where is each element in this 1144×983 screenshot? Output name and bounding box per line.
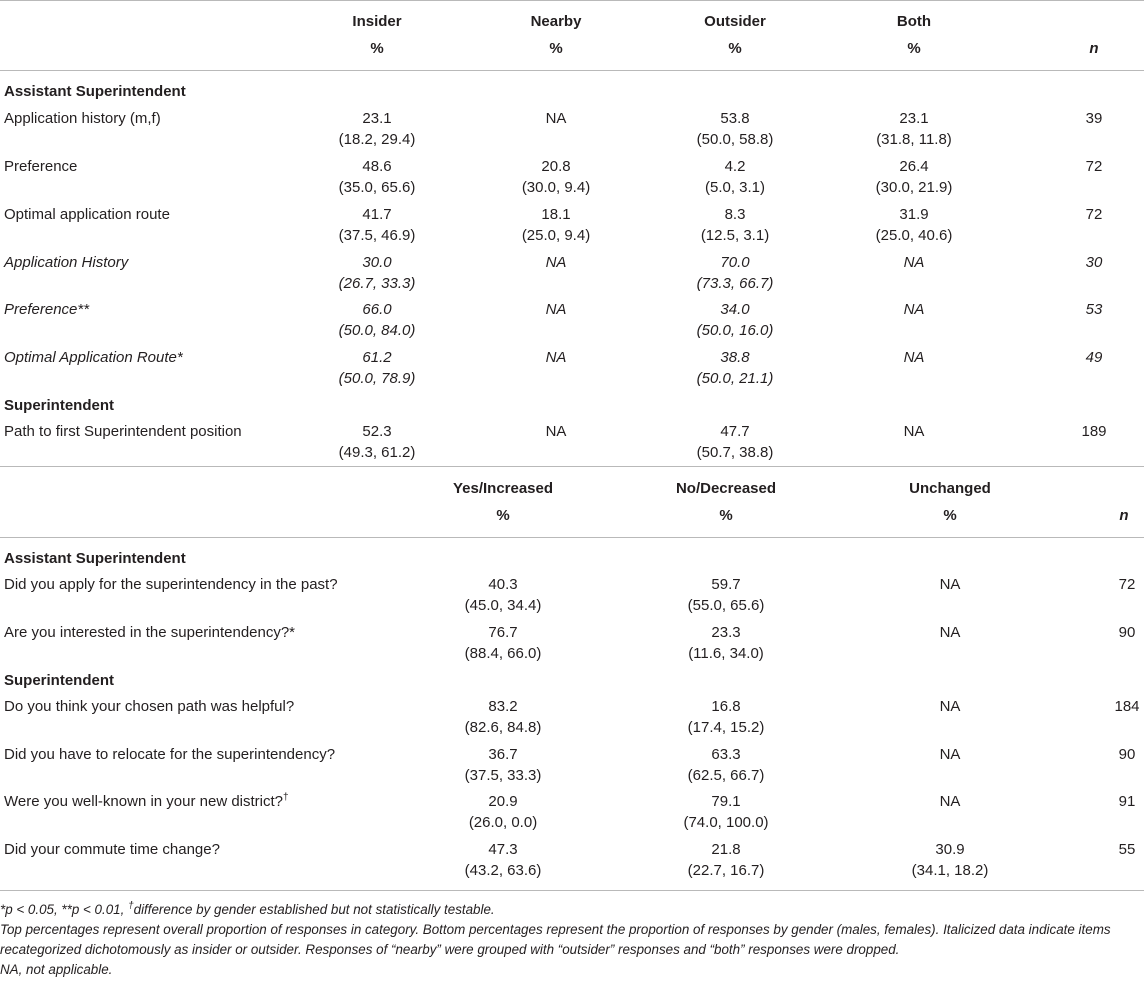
table1-cell-top: 20.8 [541,158,571,175]
table2-cell-n: 91 [1118,793,1136,810]
table2-header-yes-increased: Yes/Increased [452,480,554,497]
table2-cell-bottom: (55.0, 65.6) [687,597,765,614]
table1-cell-top: 48.6 [362,158,392,175]
table1-cell-bottom: (37.5, 46.9) [338,227,416,244]
table1-row-label: Preference [4,158,78,175]
table1-cell-bottom: (50.0, 78.9) [338,370,416,387]
table1-cell-n: 53 [1085,301,1103,318]
table2-cell-bottom: (88.4, 66.0) [464,645,542,662]
table2-cell-n: 90 [1118,746,1136,763]
table1-cell-n: 189 [1081,423,1107,440]
table2-header-yes-increased-unit: % [496,507,510,524]
table1-cell-top: NA [903,349,925,366]
table1-cell-top: NA [545,254,567,271]
table2-cell-top: NA [939,793,961,810]
table1-cell-top: 52.3 [362,423,392,440]
table2-cell-bottom: (17.4, 15.2) [687,719,765,736]
table1-cell-top: NA [545,301,567,318]
table2-cell-n: 72 [1118,576,1136,593]
table2-cell-bottom: (26.0, 0.0) [468,814,538,831]
table1-cell-top: NA [903,301,925,318]
table2-cell-top: 79.1 [711,793,741,810]
table1-cell-bottom: (50.0, 16.0) [696,322,774,339]
table2-header-no-decreased-unit: % [719,507,733,524]
table1-cell-bottom: (18.2, 29.4) [338,131,416,148]
table2-top-rule [0,466,1144,467]
table2-cell-top: 40.3 [488,576,518,593]
table1-cell-top: 4.2 [724,158,746,175]
table2-cell-n: 55 [1118,841,1136,858]
table2-row-label: Did you apply for the superintendency in the past? [4,576,338,593]
table1-row-label: Path to first Superintendent position [4,423,242,440]
table2-cell-bottom: (37.5, 33.3) [464,767,542,784]
table2-cell-top: 20.9 [488,793,518,810]
table2-header-no-decreased: No/Decreased [675,480,777,497]
table1-cell-bottom: (30.0, 21.9) [875,179,953,196]
table1-cell-bottom: (31.8, 11.8) [876,131,952,148]
table1-cell-bottom: (30.0, 9.4) [521,179,591,196]
table2-section-title: Assistant Superintendent [4,550,186,567]
table2-section-title: Superintendent [4,672,115,689]
table1-cell-bottom: (49.3, 61.2) [338,444,416,461]
table2-cell-top: NA [939,698,961,715]
table2-cell-top: NA [939,576,961,593]
table1-cell-top: 18.1 [541,206,571,223]
table1-cell-n: 72 [1085,158,1103,175]
table2-cell-n: 184 [1114,698,1140,715]
table2-cell-top: NA [939,624,961,641]
table1-cell-n: 39 [1085,110,1103,127]
table2-cell-bottom: (22.7, 16.7) [687,862,765,879]
table1-cell-top: 23.1 [899,110,929,127]
table1-cell-top: NA [903,423,925,440]
table2-cell-top: 16.8 [711,698,741,715]
table1-header-both-unit: % [907,40,921,57]
table2-cell-top: 21.8 [711,841,741,858]
table1-cell-top: 47.7 [720,423,750,440]
table2-bottom-rule [0,890,1144,891]
table1-cell-top: 41.7 [362,206,392,223]
table2-cell-top: 30.9 [935,841,965,858]
table1-cell-top: 38.8 [720,349,750,366]
table2-cell-bottom: (45.0, 34.4) [464,597,542,614]
table1-header-insider-unit: % [370,40,384,57]
table1-cell-bottom: (26.7, 33.3) [338,275,416,292]
table1-cell-bottom: (50.0, 58.8) [696,131,774,148]
footnote-explanation: Top percentages represent overall proportion of responses in category. Bottom percentages represent the proportion of responses by gender (males, females). Italicized data indicate items recategorized dichotomously as insider or outsider. Responses of “nearby” were grouped with “outsider” responses and “both” responses were dropped. [0,922,1111,957]
table1-header-nearby: Nearby [530,13,582,30]
table2-row-label: Are you interested in the superintendency?* [4,624,296,641]
table1-header-nearby-unit: % [549,40,563,57]
table1-row-label: Optimal application route [4,206,170,223]
table1-header-both: Both [896,13,932,30]
table2-cell-bottom: (74.0, 100.0) [683,814,769,831]
table1-row-label: Preference** [4,301,90,318]
table2-cell-bottom: (82.6, 84.8) [464,719,542,736]
table1-header-n: n [1089,40,1099,57]
table2-cell-top: 36.7 [488,746,518,763]
table2-cell-top: 59.7 [711,576,741,593]
table2-row-label: Did your commute time change? [4,841,220,858]
table2-cell-top: 47.3 [488,841,518,858]
table2-cell-bottom: (34.1, 18.2) [911,862,989,879]
table1-cell-top: 34.0 [720,301,750,318]
table1-cell-n: 49 [1085,349,1103,366]
table1-cell-bottom: (12.5, 3.1) [700,227,770,244]
table2-header-unchanged-unit: % [943,507,957,524]
table1-cell-n: 30 [1085,254,1103,271]
footnote-na: NA, not applicable. [0,962,113,977]
table1-cell-bottom: (25.0, 40.6) [875,227,953,244]
table1-header-outsider-unit: % [728,40,742,57]
table1-cell-top: 61.2 [362,349,392,366]
table1-row-label: Application History [4,254,129,271]
table1-row-label: Optimal Application Route* [4,349,183,366]
table1-row-label: Application history (m,f) [4,110,161,127]
table1-cell-bottom: (5.0, 3.1) [704,179,766,196]
table1-cell-bottom: (50.0, 21.1) [696,370,774,387]
table1-cell-bottom: (35.0, 65.6) [338,179,416,196]
table1-header-outsider: Outsider [704,13,766,30]
table1-header-rule [0,70,1144,71]
table1-section-title: Superintendent [4,397,115,414]
table1-header-insider: Insider [352,13,402,30]
table1-top-rule [0,0,1144,1]
table1-cell-top: 8.3 [724,206,746,223]
table2-cell-top: 76.7 [488,624,518,641]
table1-cell-top: 30.0 [362,254,392,271]
table1-cell-top: NA [545,349,567,366]
table2-row-label: Did you have to relocate for the superintendency? [4,746,336,763]
table2-cell-n: 90 [1118,624,1136,641]
table2-header-n: n [1119,507,1129,524]
table2-header-unchanged: Unchanged [909,480,991,497]
table1-cell-top: 26.4 [899,158,929,175]
table1-cell-top: 53.8 [720,110,750,127]
table1-cell-top: 70.0 [720,254,750,271]
table2-cell-top: 23.3 [711,624,741,641]
table1-cell-bottom: (25.0, 9.4) [521,227,591,244]
table2-row-label: Do you think your chosen path was helpful? [4,698,295,715]
table2-row-label: Were you well-known in your new district?† [4,792,289,810]
table2-cell-bottom: (43.2, 63.6) [464,862,542,879]
footnote-significance: *p < 0.05, **p < 0.01, †difference by gender established but not statistically testable. [0,900,495,917]
table1-cell-bottom: (50.0, 84.0) [338,322,416,339]
table2-header-rule [0,537,1144,538]
table1-cell-top: 23.1 [362,110,392,127]
table2-cell-top: NA [939,746,961,763]
table1-cell-n: 72 [1085,206,1103,223]
table2-cell-top: 63.3 [711,746,741,763]
table1-cell-top: 31.9 [899,206,929,223]
table1-section-title: Assistant Superintendent [4,83,186,100]
table1-cell-bottom: (50.7, 38.8) [696,444,774,461]
table1-cell-top: NA [545,110,567,127]
table1-cell-bottom: (73.3, 66.7) [696,275,774,292]
table1-cell-top: NA [903,254,925,271]
table1-cell-top: NA [545,423,567,440]
table2-cell-bottom: (62.5, 66.7) [687,767,765,784]
table2-cell-bottom: (11.6, 34.0) [688,645,764,662]
table1-cell-top: 66.0 [362,301,392,318]
table2-cell-top: 83.2 [488,698,518,715]
